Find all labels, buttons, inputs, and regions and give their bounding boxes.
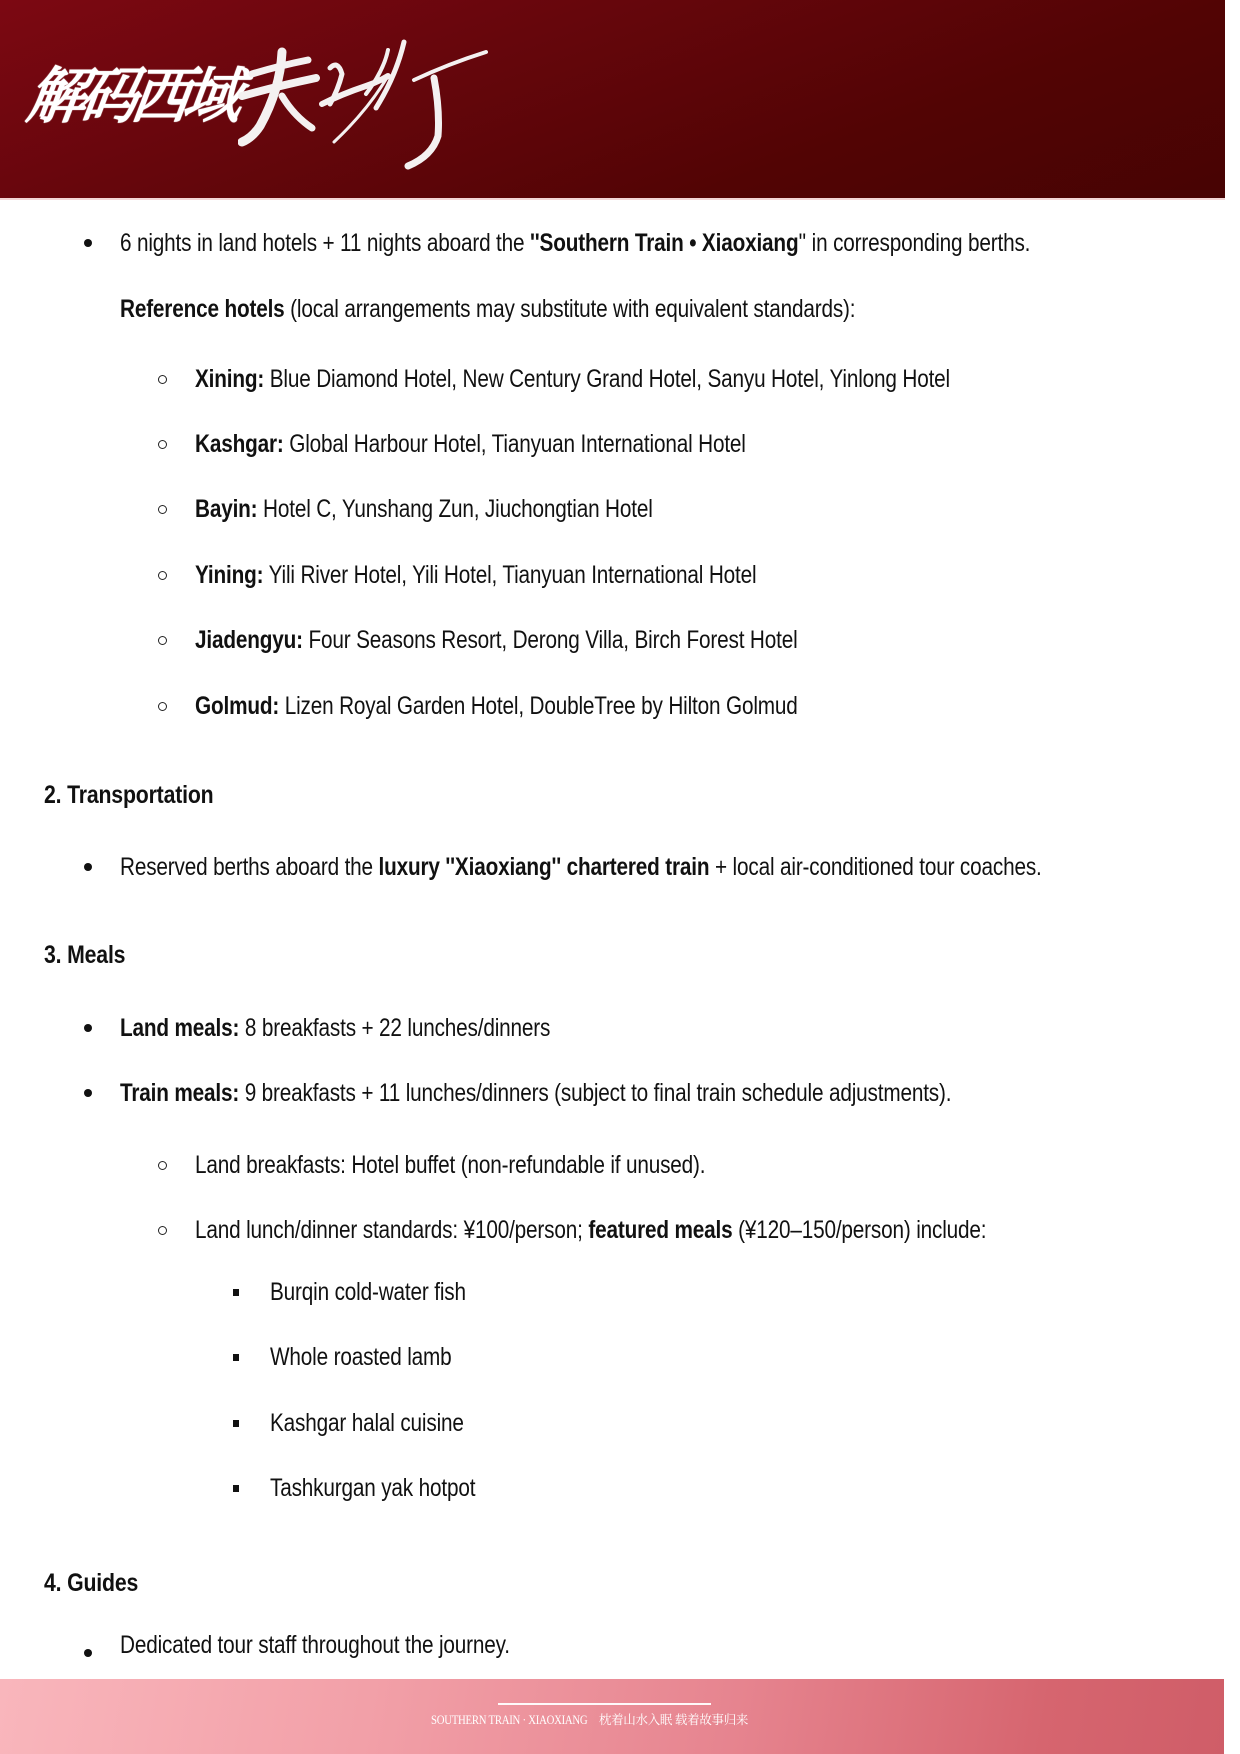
hotel-city: Xining:: [195, 365, 265, 393]
footer-banner: [0, 1679, 1224, 1754]
hotel-list: Yili River Hotel, Yili Hotel, Tianyuan International Hotel: [263, 561, 757, 589]
footer-divider: [498, 1703, 711, 1705]
header-banner: [0, 0, 1225, 198]
featured-meal-text: Burqin cold-water fish: [270, 1278, 466, 1306]
hotel-item-xining: [195, 362, 1105, 396]
footer-slogan-cn: 枕着山水入眠 载着故事归来: [598, 1713, 749, 1727]
section-heading-transportation: [44, 778, 243, 812]
meals-item-land: [120, 1011, 638, 1045]
featured-meal-item: [270, 1340, 489, 1374]
text-segment: Land lunch/dinner standards: ¥100/person;: [195, 1216, 589, 1244]
circle-bullet-icon: [158, 636, 167, 645]
hotel-list: Hotel C, Yunshang Zun, Jiuchongtian Hotel: [257, 495, 653, 523]
featured-meal-item: [270, 1406, 503, 1440]
bullet-icon: [84, 239, 92, 247]
hotel-list: Four Seasons Resort, Derong Villa, Birch Forest Hotel: [302, 626, 798, 654]
circle-bullet-icon: [158, 440, 167, 449]
footer-slogan-en: SOUTHERN TRAIN · XIAOXIANG: [431, 1713, 588, 1727]
featured-meal-text: Kashgar halal cuisine: [270, 1409, 464, 1437]
circle-bullet-icon: [158, 505, 167, 514]
circle-bullet-icon: [158, 1161, 167, 1170]
hotel-item-yining: [195, 558, 871, 592]
bullet-icon: [84, 863, 92, 871]
hotel-city: Kashgar:: [195, 430, 284, 458]
hotel-list: Blue Diamond Hotel, New Century Grand Hotel, Sanyu Hotel, Yinlong Hotel: [264, 365, 950, 393]
text-segment: + local air-conditioned tour coaches.: [709, 853, 1042, 881]
hotel-city: Bayin:: [195, 495, 258, 523]
bullet-icon: [84, 1089, 92, 1097]
text-segment: '' in corresponding berths.: [798, 229, 1031, 257]
square-bullet-icon: [233, 1420, 239, 1427]
hotel-city: Jiadengyu:: [195, 626, 303, 654]
featured-meal-text: Tashkurgan yak hotpot: [270, 1474, 476, 1502]
heading-text: 2. Transportation: [44, 781, 214, 809]
square-bullet-icon: [233, 1485, 239, 1492]
square-bullet-icon: [233, 1354, 239, 1361]
hotel-item-jiadengyu: [195, 623, 921, 657]
meals-sub-breakfast: [195, 1148, 810, 1182]
train-name-bold: ''Southern Train • Xiaoxiang: [530, 229, 799, 257]
hotel-item-golmud: [195, 689, 921, 723]
text-segment: Reserved berths aboard the: [120, 853, 379, 881]
accommodation-summary: [120, 226, 1217, 260]
bullet-icon: [84, 1024, 92, 1032]
circle-bullet-icon: [158, 571, 167, 580]
bullet-icon: [84, 1649, 92, 1657]
meals-item-train: [120, 1076, 1122, 1110]
square-bullet-icon: [233, 1289, 239, 1296]
guides-item: [120, 1628, 590, 1662]
section-heading-guides: [44, 1566, 155, 1600]
reference-hotels-bold: Reference hotels: [120, 295, 285, 323]
meal-detail: 8 breakfasts + 22 lunches/dinners: [239, 1014, 551, 1042]
section-heading-meals: [44, 938, 140, 972]
hotel-city: Yining:: [195, 561, 264, 589]
text-segment: Dedicated tour staff throughout the journey.: [120, 1631, 510, 1659]
logo-title-block: 解码西域: [22, 60, 242, 132]
featured-meal-item: [270, 1471, 517, 1505]
meal-detail: 9 breakfasts + 11 lunches/dinners (subject to final train schedule adjustments).: [239, 1079, 952, 1107]
circle-bullet-icon: [158, 375, 167, 384]
footer-slogan: [431, 1710, 791, 1730]
hotel-city: Golmud:: [195, 692, 280, 720]
transportation-item: [120, 850, 1230, 884]
hotel-list: Lizen Royal Garden Hotel, DoubleTree by Hilton Golmud: [279, 692, 798, 720]
text-segment: Land breakfasts: Hotel buffet (non-refundable if unused).: [195, 1151, 706, 1179]
logo-calligraphy-icon: [238, 30, 488, 170]
train-bold: luxury ''Xiaoxiang'' chartered train: [378, 853, 710, 881]
meal-label: Train meals:: [120, 1079, 240, 1107]
hotel-item-bayin: [195, 492, 746, 526]
text-segment: 6 nights in land hotels + 11 nights aboard the: [120, 229, 531, 257]
hotel-item-kashgar: [195, 427, 859, 461]
meals-sub-lunch-dinner: [195, 1213, 1149, 1247]
reference-hotels-label: [120, 292, 1006, 326]
hotel-list: Global Harbour Hotel, Tianyuan International Hotel: [283, 430, 746, 458]
text-segment: (¥120–150/person) include:: [732, 1216, 987, 1244]
circle-bullet-icon: [158, 702, 167, 711]
featured-meal-text: Whole roasted lamb: [270, 1343, 452, 1371]
text-segment: (local arrangements may substitute with equivalent standards):: [284, 295, 856, 323]
featured-meal-item: [270, 1275, 506, 1309]
heading-text: 3. Meals: [44, 941, 126, 969]
meal-label: Land meals:: [120, 1014, 240, 1042]
heading-text: 4. Guides: [44, 1569, 139, 1597]
circle-bullet-icon: [158, 1226, 167, 1235]
featured-meals-bold: featured meals: [588, 1216, 733, 1244]
